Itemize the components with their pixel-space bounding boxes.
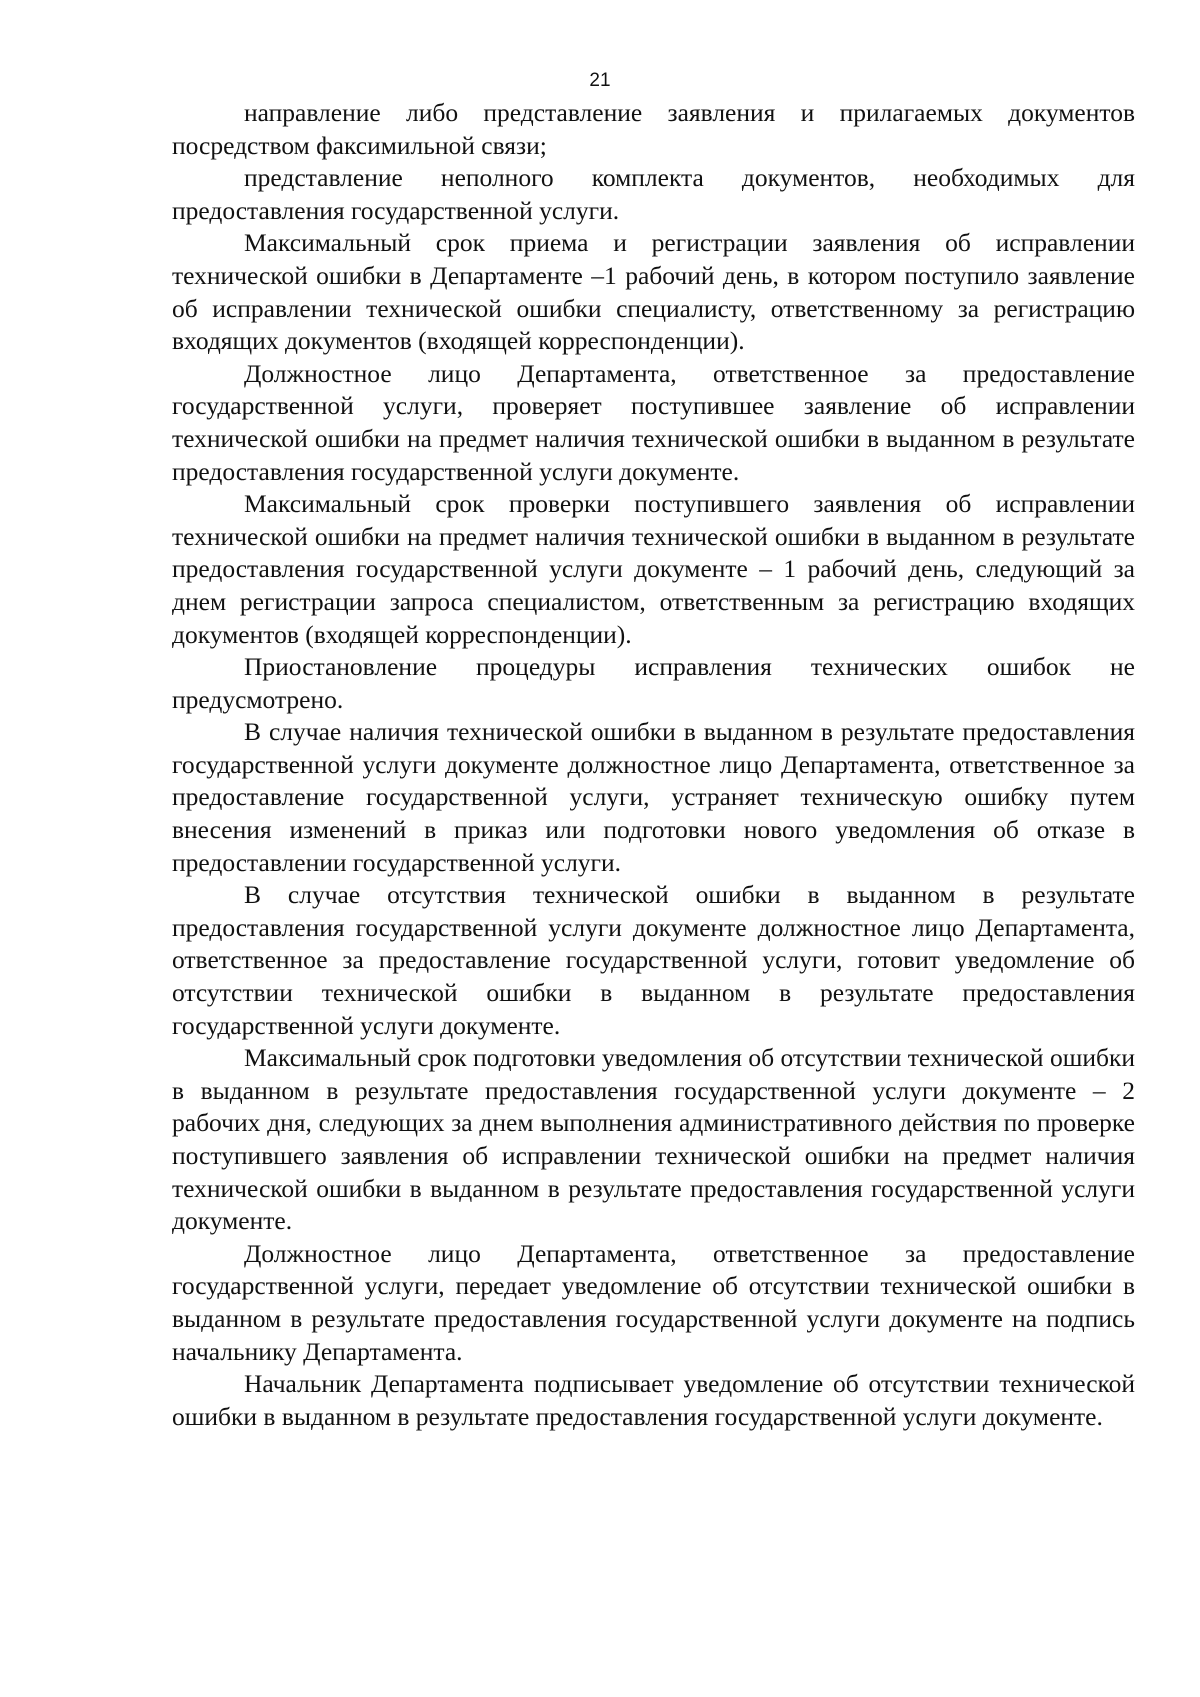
paragraph: направление либо представление заявления и прилагаемых документов посредством факсимильной связи; (172, 98, 1135, 160)
paragraph: Максимальный срок подготовки уведомления об отсутствии технической ошибки в выданном в результате предоставления государственной услуги документе – 2 рабочих дня, следующих за днем выполнения административного действия по проверке поступившего заявления об исправлении технической ошибки на предмет наличия технической ошибки в выданном в результате предоставления государственной услуги документе. (172, 1043, 1135, 1236)
paragraph: Максимальный срок проверки поступившего заявления об исправлении технической ошибки на предмет наличия технической ошибки в выданном в результате предоставления государственной услуги документе – 1 рабочий день, следующий за днем регистрации запроса специалистом, ответственным за регистрацию входящих документов (входящей корреспонденции). (172, 489, 1135, 649)
paragraph: Начальник Департамента подписывает уведомление об отсутствии технической ошибки в выданном в результате предоставления государственной услуги документе. (172, 1369, 1135, 1431)
paragraph: Должностное лицо Департамента, ответственное за предоставление государственной услуги, проверяет поступившее заявление об исправлении технической ошибки на предмет наличия технической ошибки в выданном в результате предоставления государственной услуги документе. (172, 358, 1135, 486)
body-text (172, 97, 1135, 1433)
paragraph: В случае отсутствия технической ошибки в выданном в результате предоставления государственной услуги документе должностное лицо Департамента, ответственное за предоставление государственной услуги, готовит уведомление об отсутствии технической ошибки в выданном в результате предоставления государственной услуги документе. (172, 880, 1135, 1040)
paragraph: представление неполного комплекта документов, необходимых для предоставления государственной услуги. (172, 163, 1135, 225)
paragraph: Приостановление процедуры исправления технических ошибок не предусмотрено. (172, 652, 1135, 714)
paragraph: Максимальный срок приема и регистрации заявления об исправлении технической ошибки в Департаменте –1 рабочий день, в котором поступило заявление об исправлении технической ошибки специалисту, ответственному за регистрацию входящих документов (входящей корреспонденции). (172, 228, 1135, 356)
paragraph: Должностное лицо Департамента, ответственное за предоставление государственной услуги, передает уведомление об отсутствии технической ошибки в выданном в результате предоставления государственной услуги документе на подпись начальнику Департамента. (172, 1238, 1135, 1366)
page-number: 21 (589, 70, 611, 91)
paragraph: В случае наличия технической ошибки в выданном в результате предоставления государственной услуги документе должностное лицо Департамента, ответственное за предоставление государственной услуги, устраняет техническую ошибку путем внесения изменений в приказ или подготовки нового уведомления об отказе в предоставлении государственной услуги. (172, 717, 1135, 877)
